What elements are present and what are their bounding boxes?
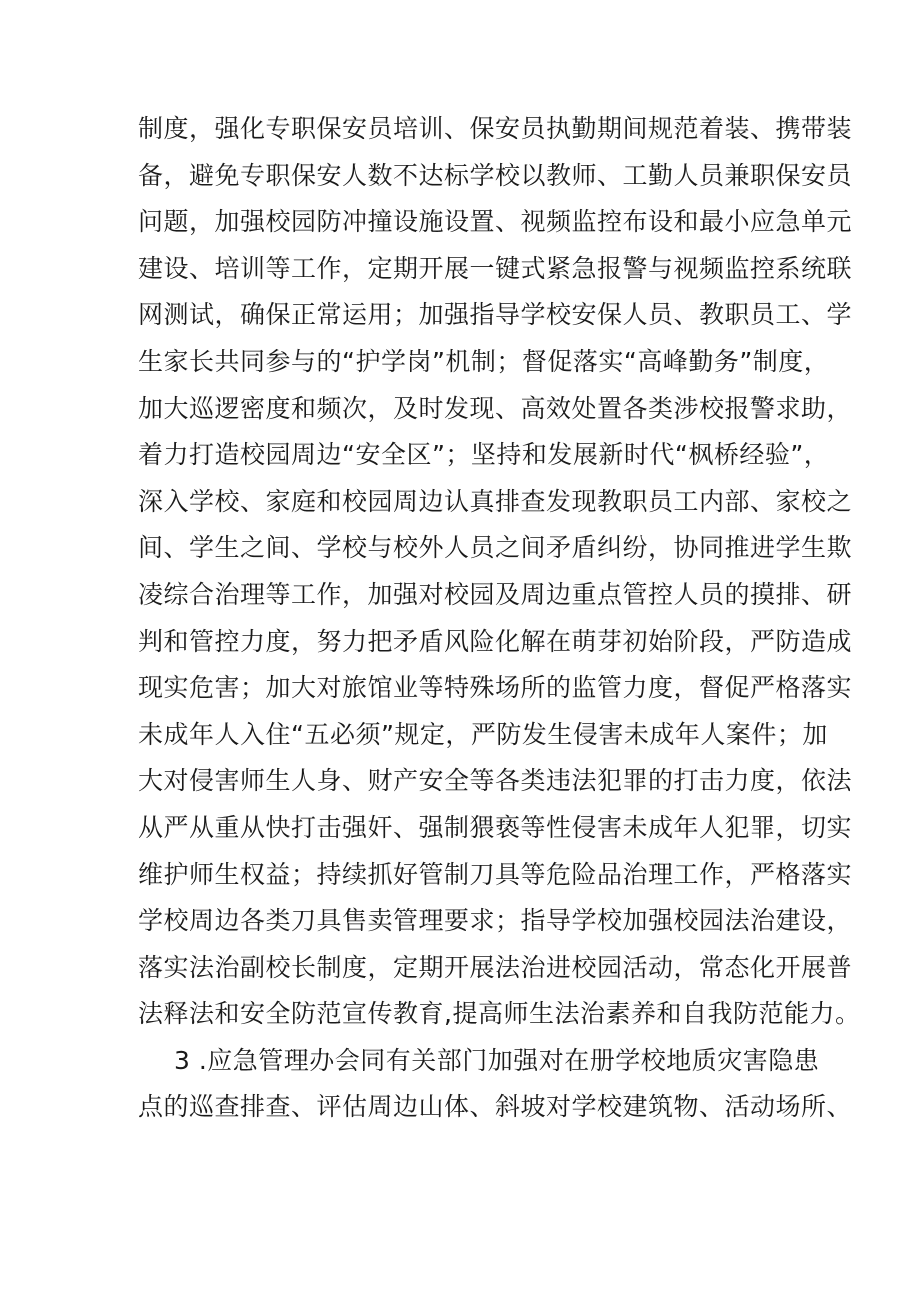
text-line: 大对侵害师生人身、财产安全等各类违法犯罪的打击力度，依法	[138, 766, 853, 796]
text-line: 生家长共同参与的“护学岗”机制；督促落实“高峰勤务”制度，	[138, 346, 830, 376]
text-line: 学校周边各类刀具售卖管理要求；指导学校加强校园法治建设，	[138, 906, 853, 936]
text-line: 点的巡查排查、评估周边山体、斜坡对学校建筑物、活动场所、	[138, 1092, 853, 1122]
text-line: 现实危害；加大对旅馆业等特殊场所的监管力度，督促严格落实	[138, 673, 853, 703]
text-line: 深入学校、家庭和校园周边认真排查发现教职员工内部、家校之	[138, 486, 853, 516]
text-line: 加大巡逻密度和频次，及时发现、高效处置各类涉校报警求助，	[138, 393, 853, 423]
text-line: 备，避免专职保安人数不达标学校以教师、工勤人员兼职保安员	[138, 160, 853, 190]
section-3-first-line: 3 .应急管理办会同有关部门加强对在册学校地质灾害隐患	[174, 1045, 820, 1075]
text-line: 着力打造校园周边“安全区”；坚持和发展新时代“枫桥经验”，	[138, 440, 830, 470]
text-line: 从严从重从快打击强奸、强制猥亵等性侵害未成年人犯罪，切实	[138, 812, 853, 842]
text-line: 落实法治副校长制度，定期开展法治进校园活动，常态化开展普	[138, 952, 853, 982]
text-line: 间、学生之间、学校与校外人员之间矛盾纠纷，协同推进学生欺	[138, 533, 853, 563]
text-line: 网测试，确保正常运用；加强指导学校安保人员、教职员工、学	[138, 300, 853, 330]
paragraph-end-line: 法释法和安全防范宣传教育,提高师生法治素养和自我防范能力。	[138, 999, 861, 1029]
text-line: 判和管控力度，努力把矛盾风险化解在萌芽初始阶段，严防造成	[138, 626, 853, 656]
text-line: 建设、培训等工作，定期开展一键式紧急报警与视频监控系统联	[138, 253, 853, 283]
text-line: 维护师生权益；持续抓好管制刀具等危险品治理工作，严格落实	[138, 859, 853, 889]
text-line: 问题，加强校园防冲撞设施设置、视频监控布设和最小应急单元	[138, 207, 853, 237]
text-line: 凌综合治理等工作，加强对校园及周边重点管控人员的摸排、研	[138, 579, 853, 609]
text-line: 未成年人入住“五必须”规定，严防发生侵害未成年人案件；加	[138, 719, 828, 749]
body-text	[138, 106, 861, 1131]
text-line: 制度，强化专职保安员培训、保安员执勤期间规范着装、携带装	[138, 114, 853, 143]
